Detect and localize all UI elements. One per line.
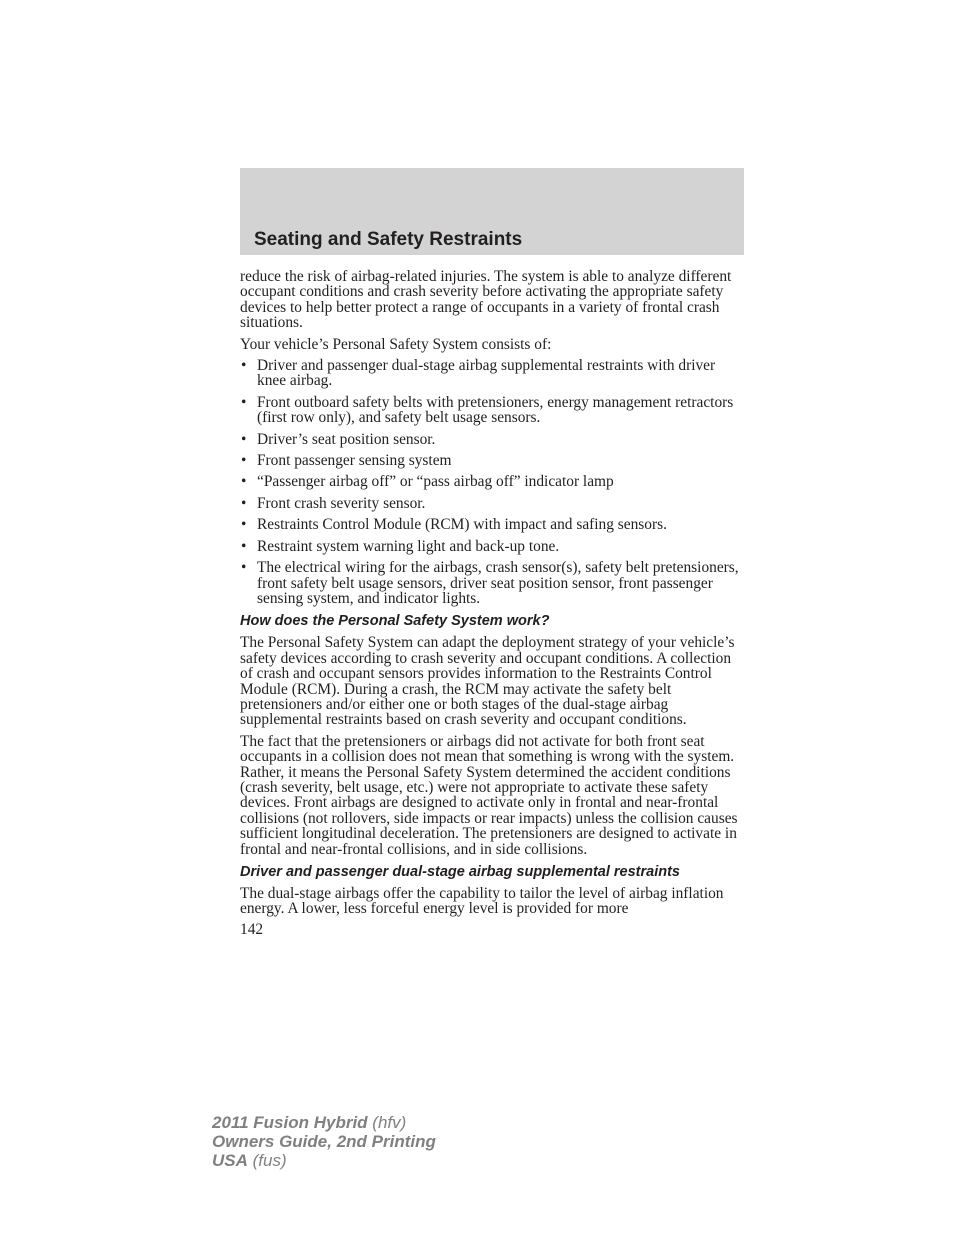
system-components-list — [240, 358, 744, 606]
list-item-text: Driver’s seat position sensor. — [257, 430, 436, 448]
dual-stage-paragraph: The dual-stage airbags offer the capability to tailor the level of airbag inflation energy. A lower, less forceful energy level is provided for more — [240, 885, 724, 918]
heading-dual-stage-airbags: Driver and passenger dual-stage airbag supplemental restraints — [240, 864, 680, 880]
heading-how-it-works: How does the Personal Safety System work? — [240, 613, 550, 630]
bullet-icon: • — [241, 393, 247, 411]
how-paragraph-2: The fact that the pretensioners or airbags did not activate for both front seat occupants in a collision does not mean that something is wrong with the system. Rather, it means the Personal Safety System determined the accident conditions (crash severity, belt usage, etc.) were not appropriate to activate these safety devices. Front airbags are designed to activate only in frontal and near-frontal collisions (not rollovers, side impacts or rear impacts) unless the collision causes sufficient longitudinal deceleration. The pretensioners are designed to activate in frontal and near-frontal collisions, and in side collisions. — [240, 732, 738, 858]
list-item — [240, 474, 744, 489]
section-title: Seating and Safety Restraints — [254, 229, 523, 250]
list-item-text: Restraints Control Module (RCM) with impact and safing sensors. — [257, 516, 667, 534]
list-item — [240, 560, 744, 606]
page-content — [240, 269, 744, 937]
list-item-text: Front passenger sensing system — [257, 452, 452, 470]
footer-market-name: USA — [212, 1151, 248, 1170]
list-item — [240, 432, 744, 447]
footer-line-guide — [212, 1132, 436, 1151]
bullet-icon: • — [241, 494, 247, 512]
page-number: 142 — [240, 920, 264, 938]
footer-line-model — [212, 1113, 436, 1132]
footer-market-code: (fus) — [252, 1151, 287, 1170]
list-item — [240, 453, 744, 468]
list-item-text: The electrical wiring for the airbags, crash sensor(s), safety belt pretensioners, front safety belt usage sensors, driver seat position sensor, front passenger sensing system, and indicator lights. — [257, 559, 739, 607]
list-item-text: “Passenger airbag off” or “pass airbag off” indicator lamp — [257, 473, 614, 491]
list-item — [240, 358, 744, 389]
list-item-text: Driver and passenger dual-stage airbag supplemental restraints with driver knee airbag. — [257, 357, 716, 390]
bullet-icon: • — [241, 559, 247, 577]
section-header-band — [240, 168, 744, 255]
bullet-icon: • — [241, 537, 247, 555]
footer-model-name: 2011 Fusion Hybrid — [212, 1113, 368, 1132]
footer-model-code: (hfv) — [372, 1113, 407, 1132]
list-item — [240, 496, 744, 511]
list-item-text: Front outboard safety belts with pretensioners, energy management retractors (first row only), and safety belt usage sensors. — [257, 393, 734, 427]
consists-of-paragraph: Your vehicle’s Personal Safety System consists of: — [240, 335, 552, 353]
bullet-icon: • — [241, 473, 247, 491]
footer-guide-name: Owners Guide, 2nd Printing — [212, 1132, 436, 1151]
document-footer — [212, 1113, 436, 1170]
footer-line-market — [212, 1151, 436, 1170]
bullet-icon: • — [241, 357, 247, 375]
list-item-text: Front crash severity sensor. — [257, 494, 426, 512]
how-paragraph-1: The Personal Safety System can adapt the deployment strategy of your vehicle’s safety devices according to crash severity and occupant conditions. A collection of crash and occupant sensors provides information to the Restraints Control Module (RCM). During a crash, the RCM may activate the safety belt pretensioners and/or either one or both stages of the dual-stage airbag supplemental restraints based on crash severity and occupant conditions. — [240, 634, 735, 729]
list-item — [240, 395, 744, 426]
bullet-icon: • — [241, 516, 247, 534]
list-item — [240, 539, 744, 554]
bullet-icon: • — [241, 452, 247, 470]
list-item-text: Restraint system warning light and back-up tone. — [257, 537, 560, 555]
bullet-icon: • — [241, 430, 247, 448]
list-item — [240, 517, 744, 532]
intro-paragraph: reduce the risk of airbag-related injuries. The system is able to analyze different occupant conditions and crash severity before activating the appropriate safety devices to help better protect a range of occupants in a variety of frontal crash situations. — [240, 268, 732, 332]
